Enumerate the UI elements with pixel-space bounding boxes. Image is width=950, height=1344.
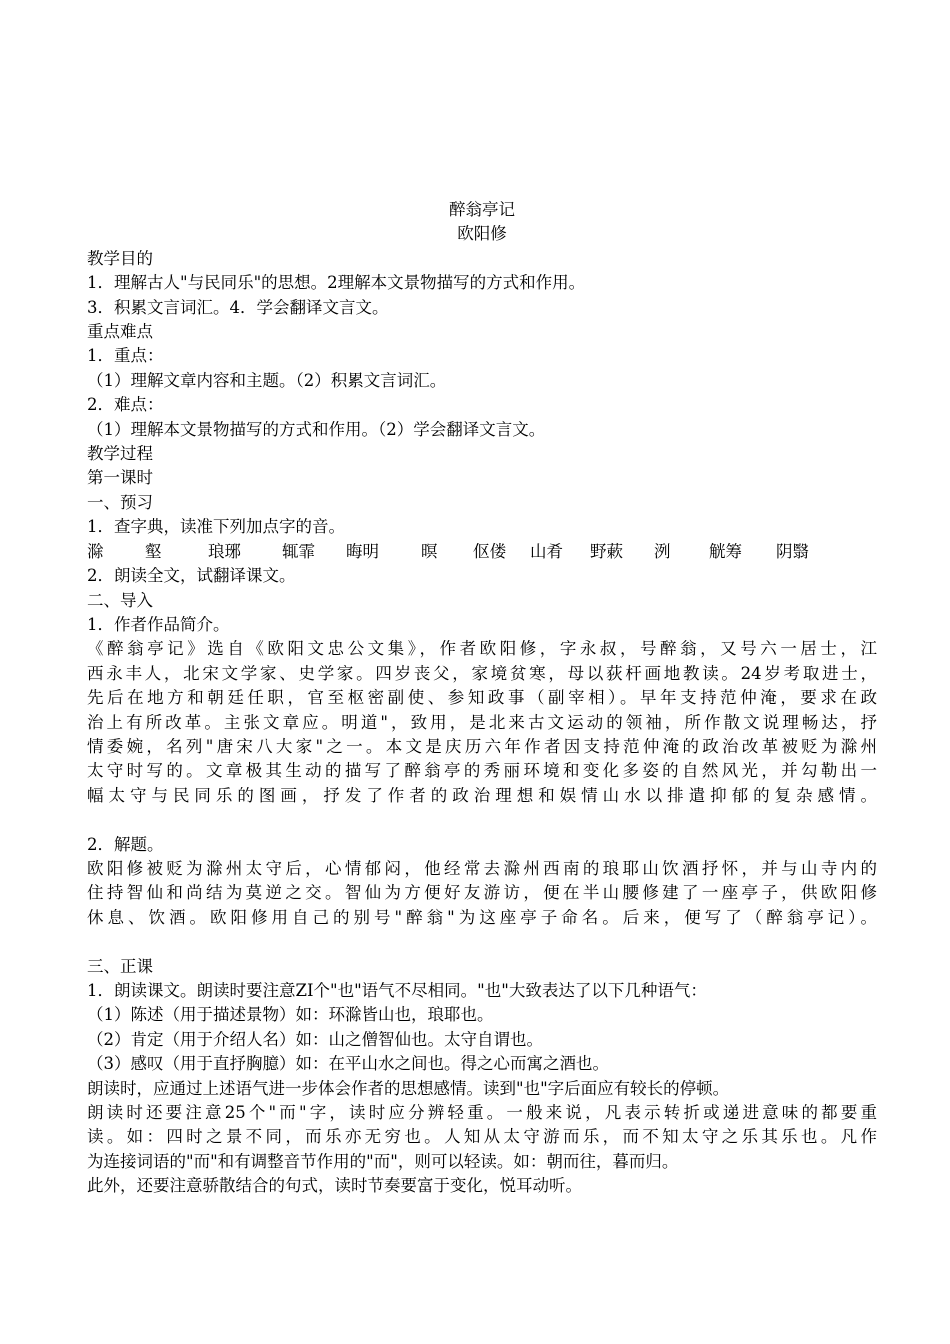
paragraph-line: 太守时写的。文章极其生动的描写了醉翁亭的秀丽环境和变化多姿的自然风光，并勾勒出一 (87, 761, 877, 781)
preview-heading: 一、预习 (87, 492, 153, 512)
lesson-sub-item: （1）陈述（用于描述景物）如：环滁皆山也，琅耶也。 (87, 1005, 494, 1025)
objectives-line: 3．积累文言词汇。4．学会翻译文言文。 (87, 297, 389, 317)
pronunciation-word: 壑 (145, 541, 162, 561)
paragraph-line: 情委婉，名列"唐宋八大家"之一。本文是庆历六年作者因支持范仲淹的政治改革被贬为滁州 (87, 736, 877, 756)
paragraph-line: 为连接词语的"而"和有调整音节作用的"而"，则可以轻读。如：朝而往，暮而归。 (87, 1151, 679, 1171)
key-items: （1）理解文章内容和主题。（2）积累文言词汇。 (87, 370, 447, 390)
pronunciation-word: 野蔌 (590, 541, 623, 561)
preview-item: 1．查字典，读准下列加点字的音。 (87, 517, 345, 537)
pronunciation-word: 辄霏 (282, 541, 315, 561)
lesson-sub-item: （2）肯定（用于介绍人名）如：山之僧智仙也。太守自谓也。 (87, 1029, 543, 1049)
spacer (87, 808, 877, 832)
pronunciation-word: 琅琊 (208, 541, 241, 561)
lesson-note: 此外，还要注意骄散结合的句式，读时节奏要富于变化，悦耳动听。 (87, 1176, 582, 1196)
lesson-label: 第一课时 (87, 468, 153, 488)
paragraph-line: 西永丰人，北宋文学家、史学家。四岁丧父，家境贫寒，母以荻杆画地教读。24岁考取进士， (87, 663, 877, 683)
pronunciation-word: 阴翳 (776, 541, 809, 561)
paragraph-line: 《醉翁亭记》选自《欧阳文忠公文集》，作者欧阳修，字永叔，号醉翁，又号六一居士，江 (87, 639, 877, 659)
difficulty-label: 2．难点： (87, 395, 164, 415)
key-label: 1．重点： (87, 346, 164, 366)
spacer (87, 930, 877, 954)
lesson-sub-item: （3）感叹（用于直抒胸臆）如：在平山水之间也。得之心而寓之酒也。 (87, 1054, 609, 1074)
objectives-line: 1．理解古人"与民同乐"的思想。2理解本文景物描写的方式和作用。 (87, 273, 586, 293)
pronunciation-word: 山肴 (530, 541, 563, 561)
lesson-note: 朗读时，应通过上述语气进一步体会作者的思想感情。读到"也"字后面应有较长的停顿。 (87, 1078, 730, 1098)
character-list (87, 540, 877, 564)
paragraph-line: 欧阳修被贬为滁州太守后，心情郁闷，他经常去滁州西南的琅耶山饮酒抒怀，并与山寺内的 (87, 858, 877, 878)
document-title: 醉翁亭记 (449, 200, 515, 219)
key-points-heading: 重点难点 (87, 322, 153, 342)
pronunciation-word: 觥筹 (709, 541, 742, 561)
paragraph-line: 休息、饮酒。欧阳修用自己的别号"醉翁"为这座亭子命名。后来，便写了（醉翁亭记）。 (87, 907, 877, 927)
paragraph-line: 读。如：四时之景不同，而乐亦无穷也。人知从太守游而乐，而不知太守之乐其乐也。凡作 (87, 1127, 877, 1147)
paragraph-line: 治上有所改革。主张文章应。明道"，致用，是北来古文运动的领袖，所作散文说理畅达，抒 (87, 712, 877, 732)
pronunciation-word: 伛偻 (473, 541, 506, 561)
preview-item: 2．朗读全文，试翻译课文。 (87, 566, 296, 586)
document-author: 欧阳修 (457, 224, 507, 244)
paragraph-line: 幅太守与民同乐的图画，抒发了作者的政治理想和娱情山水以排遣抑郁的复杂感情。 (87, 785, 877, 805)
lesson-heading: 三、正课 (87, 956, 153, 976)
paragraph-line: 住持智仙和尚结为莫逆之交。智仙为方便好友游访，便在半山腰修建了一座亭子，供欧阳修 (87, 883, 877, 903)
paragraph-line: 先后在地方和朝廷任职，官至枢密副使、参知政事（副宰相）。早年支持范仲淹，要求在政 (87, 688, 877, 708)
pronunciation-word: 洌 (654, 541, 671, 561)
document-body (87, 198, 877, 1199)
pronunciation-word: 晦明 (346, 541, 379, 561)
objectives-heading: 教学目的 (87, 248, 153, 268)
intro-item: 1．作者作品简介。 (87, 614, 230, 634)
paragraph-line: 朗读时还要注意25个"而"字，读时应分辨轻重。一般来说，凡表示转折或递进意味的都要重 (87, 1103, 877, 1122)
pronunciation-word: 滁 (87, 541, 104, 561)
lesson-item: 1．朗读课文。朗读时要注意ZI个"也"语气不尽相同。"也"大致表达了以下几种语气： (87, 980, 707, 1000)
pronunciation-word: 暝 (421, 541, 438, 561)
difficulty-items: （1）理解本文景物描写的方式和作用。（2）学会翻译文言文。 (87, 419, 546, 439)
process-heading: 教学过程 (87, 444, 153, 464)
intro-heading: 二、导入 (87, 590, 153, 610)
intro-item: 2．解题。 (87, 834, 164, 854)
